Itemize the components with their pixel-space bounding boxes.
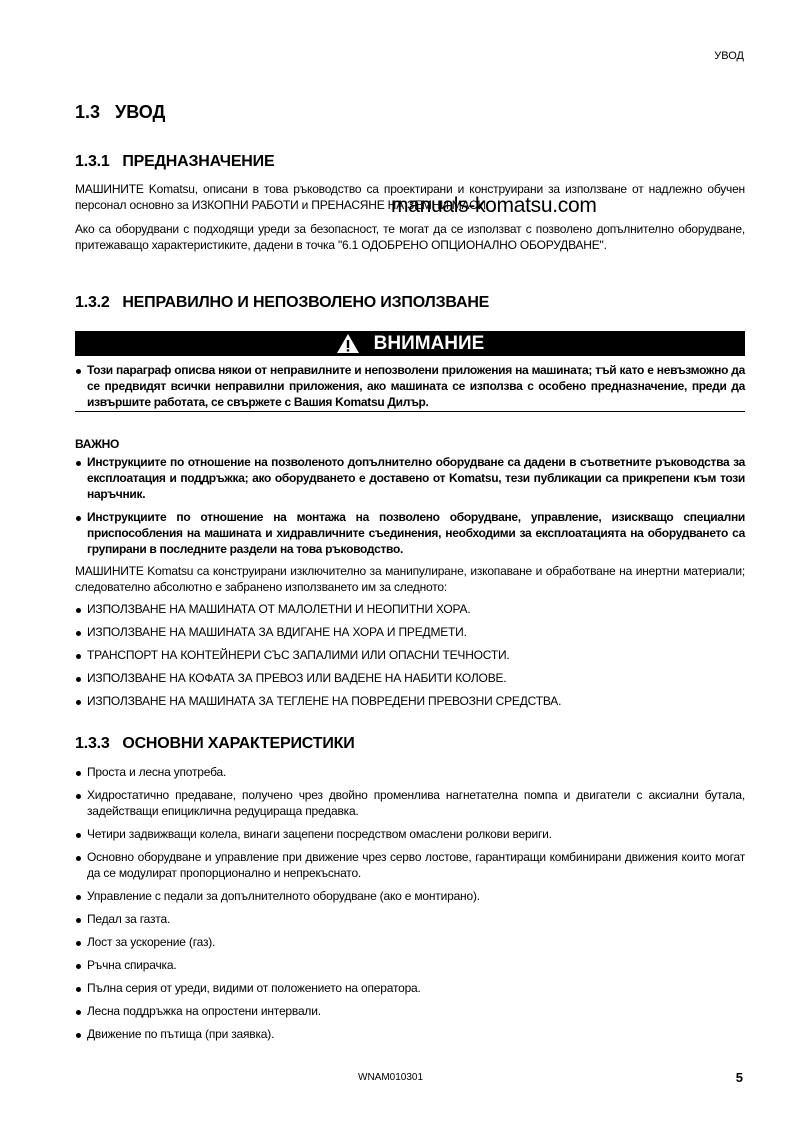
warning-triangle-icon [336,333,360,354]
feature-item: Четири задвижващи колела, винаги зацепени посредством омаслени ролкови вериги. [75,826,745,842]
prohibited-item: ИЗПОЛЗВАНЕ НА МАШИНАТА ЗА ТЕГЛЕНЕ НА ПОВРЕДЕНИ ПРЕВОЗНИ СРЕДСТВА. [75,693,745,709]
section-title [75,102,745,123]
section-number: 1.3 [75,102,101,122]
section-title-text: УВОД [115,102,166,122]
feature-item: Хидростатично предаване, получено чрез двойно променлива нагнетателна помпа и двигатели с аксиални бутала, задействащи епициклична редуцираща предавка. [75,787,745,819]
feature-item: Проста и лесна употреба. [75,764,745,780]
features-list [75,764,745,1049]
feature-item: Пълна серия от уреди, видими от положението на оператора. [75,980,745,996]
running-header: УВОД [714,50,744,62]
heading-1-3-3: 1.3.3 ОСНОВНИ ХАРАКТЕРИСТИКИ [75,735,355,752]
heading-1-3-2: 1.3.2 НЕПРАВИЛНО И НЕПОЗВОЛЕНО ИЗПОЛЗВАНЕ [75,294,490,311]
prohibited-item: ИЗПОЛЗВАНЕ НА МАШИНАТА ОТ МАЛОЛЕТНИ И НЕОПИТНИ ХОРА. [75,601,745,617]
warning-label: ВНИМАНИЕ [373,332,485,354]
prohibited-item: ИЗПОЛЗВАНЕ НА КОФАТА ЗА ПРЕВОЗ ИЛИ ВАДЕНЕ НА НАБИТИ КОЛОВЕ. [75,670,745,686]
important-label: ВАЖНО [75,437,120,451]
paragraph: Ако са оборудвани с подходящи уреди за безопасност, те могат да се използват с позволено допълнително оборудване, притежаващо характеристиките, дадени в точка "6.1 ОДОБРЕНО ОПЦИОНАЛНО ОБОРУДВАНЕ". [75,222,745,252]
feature-item: Лесна поддръжка на опростени интервали. [75,1003,745,1019]
divider [75,411,745,412]
prohibited-list [75,601,745,716]
watermark: manuals-komatsu.com [391,194,597,217]
heading-1-3-1: 1.3.1 ПРЕДНАЗНАЧЕНИЕ [75,153,275,170]
important-item: Инструкциите по отношение на позволеното допълнително оборудване са дадени в съответните ръководства за експлоатация и поддръжка; ако оборудването е доставено от Komatsu, тези публикации са прикрепени към този наръчник. [75,454,745,502]
warning-banner [75,331,745,356]
warning-list [75,362,745,410]
warning-item: Този параграф описва някои от неправилните и непозволени приложения на машината; тъй като е невъзможно да се предвидят всички неправилни приложения, ако машината се използва с особено предназначение, преди да извършите работата, се свържете с Вашия Komatsu Дилър. [75,362,745,410]
paragraph: МАШИНИТЕ Komatsu са конструирани изключително за манипулиране, изкопаване и обработване на инертни материали; следователно абсолютно е забранено използването им за следното: [75,564,745,594]
feature-item: Управление с педали за допълнителното оборудване (ако е монтирано). [75,888,745,904]
feature-item: Лост за ускорение (газ). [75,934,745,950]
page-number: 5 [735,1070,743,1085]
prohibited-item: ТРАНСПОРТ НА КОНТЕЙНЕРИ СЪС ЗАПАЛИМИ ИЛИ ОПАСНИ ТЕЧНОСТИ. [75,647,745,663]
feature-item: Движение по пътища (при заявка). [75,1026,745,1042]
paragraph: МАШИНИТЕ Komatsu, описани в това ръководство са проектирани и конструирани за използване от надлежно обучен персонал основно за ИЗКОПНИ РАБОТИ и ПРЕНАСЯНЕ НА ЗЕМНИ МАСИ. [75,182,745,212]
feature-item: Основно оборудване и управление при движение чрез серво лостове, гарантиращи комбинирани движения които могат да се модулират пропорционално и непрекъснато. [75,849,745,881]
feature-item: Ръчна спирачка. [75,957,745,973]
important-list [75,454,745,564]
prohibited-item: ИЗПОЛЗВАНЕ НА МАШИНАТА ЗА ВДИГАНЕ НА ХОРА И ПРЕДМЕТИ. [75,624,745,640]
document-code: WNAM010301 [358,1072,424,1083]
important-item: Инструкциите по отношение на монтажа на позволено оборудване, управление, изискващо специални приспособления на машината и хидравличните съединения, необходими за експлоатацията на оборудването са групирани в последните раздели на това ръководство. [75,509,745,557]
feature-item: Педал за газта. [75,911,745,927]
